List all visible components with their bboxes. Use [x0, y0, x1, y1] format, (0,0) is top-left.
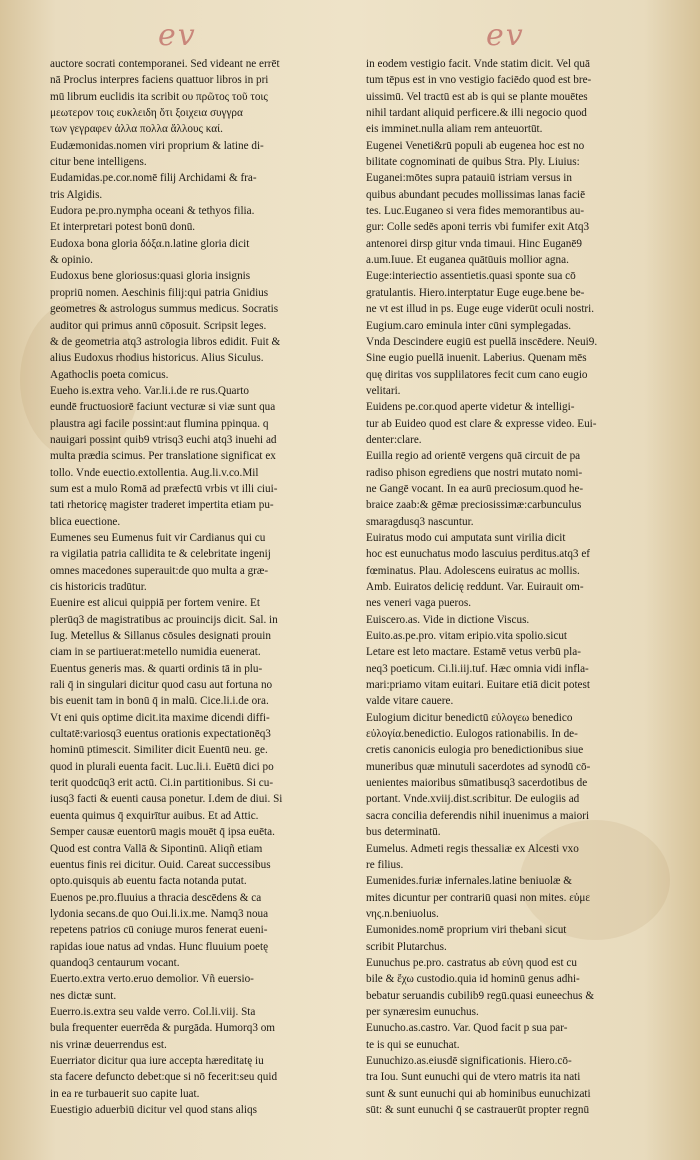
text-line: tum tēpus est in vno vestigio faciēdo quod est bre-: [366, 74, 592, 87]
text-line: Eunuchus pe.pro. castratus ab εὐνη quod est cu: [366, 956, 577, 969]
text-line: mari:priamo vitam euitari. Euitare etiā dicit potest: [366, 679, 590, 692]
text-line: nes veneri vaga pueros.: [366, 597, 471, 610]
header-left-mark: ev: [158, 18, 197, 53]
text-line: rali q̄ in singulari dicitur quod casu aut fortuna no: [50, 679, 273, 692]
text-line: citur bene intelligens.: [50, 156, 147, 169]
text-line: muneribus quæ minutuli sacerdotes ad synodū cō-: [366, 760, 591, 773]
text-line: sunt & sunt eunuchi qui ab hominibus eunuchizati: [366, 1087, 591, 1100]
text-line: Euenos pe.pro.fluuius a thracia descēdens & ca: [50, 891, 262, 904]
text-line: Euilla regio ad orientē vergens quā circuit de pa: [366, 450, 581, 463]
text-line: Eudæmonidas.nomen viri proprium & latine di-: [50, 139, 264, 152]
text-line: Eueho is.extra veho. Var.li.i.de re rus.Quarto: [50, 384, 249, 397]
text-line: Sine eugio puellā inuenit. Laberius. Quenam mēs: [366, 352, 587, 365]
text-line: Euiscero.as. Vide in dictione Viscus.: [366, 613, 530, 626]
text-line: nis vrinæ deuerrendus est.: [50, 1038, 167, 1051]
text-line: eundē fructuosiorē faciunt vecturæ si viæ sunt qua: [50, 401, 276, 414]
text-line: mites dicuntur per contrariū quasi non mites. εὐμε: [366, 891, 591, 904]
text-line: Vt eni quis optime dicit.ita maxime dicendi diffi-: [50, 711, 270, 724]
text-line: Eumenes seu Eumenus fuit vir Cardianus qui cu: [50, 531, 266, 544]
text-line: bilitate cognominati de quibus Stra. Ply. Liuius:: [366, 156, 580, 169]
text-line: ne vt est illud in ps. Euge euge viderūt oculi nostri.: [366, 303, 595, 316]
text-line: portant. Vnde.xviij.dist.scribitur. De eulogiis ad: [366, 793, 580, 806]
text-line: Quod est contra Vallā & Sipontinū. Aliqñ etiam: [50, 842, 263, 855]
text-line: scribit Plutarchus.: [366, 940, 447, 953]
text-line: Iug. Metellus & Sillanus cōsules designati prouin: [50, 630, 271, 643]
text-line: geometres & astrologus summus medicus. Socratis: [50, 303, 279, 316]
text-line: per synæresim eunuchus.: [366, 1005, 479, 1018]
text-line: sūt: & sunt eunuchi q̄ se castrauerūt propter regnū: [366, 1104, 590, 1116]
text-line: Euerriator dicitur qua iure accepta hæreditatę iu: [50, 1054, 264, 1067]
text-line: braice zaab:& gēmæ preciosissimæ:carbunculus: [366, 499, 582, 512]
text-line: μεωτερον τοις ευκλειδη ὅτι ξοιχεια συγγρα: [50, 107, 243, 120]
text-line: bus determinatū.: [366, 826, 441, 839]
text-line: nihil tardant aliquid perficere.& illi negocio quod: [366, 107, 587, 120]
text-line: neq3 poeticum. Ci.li.iij.tuf. Hæc omnia vidi infla-: [366, 662, 589, 675]
text-line: & opinio.: [50, 254, 93, 267]
text-line: bebatur seruandis cubilib9 regū.quasi euneechus &: [366, 989, 595, 1002]
text-line: omnes macedones superauit:de quo multa a græ-: [50, 564, 269, 577]
text-line: tati rhetoricę magister traderet impertita etiam pu-: [50, 499, 274, 512]
text-line: re filius.: [366, 858, 404, 871]
header-right-mark: ev: [486, 18, 525, 53]
text-line: Eugenei Veneti&rū populi ab eugenea hoc est no: [366, 139, 585, 152]
text-line: tris Algidis.: [50, 188, 103, 201]
text-line: fœminatus. Plau. Adolescens euiratus ac mollis.: [366, 564, 580, 577]
text-line: Agathoclis poeta comicus.: [50, 368, 169, 381]
text-line: uissimū. Vel tractū est ab is qui se plante mouētes: [366, 90, 588, 103]
text-line: plerūq3 de magistratibus ac prouincijs dicit. Sal. in: [50, 613, 278, 626]
text-line: gur: Colle sedēs aponi terris vbi fumifer exit Atq3: [366, 221, 590, 234]
text-line: nes dictæ sunt.: [50, 989, 117, 1002]
text-line: propriū nomen. Aeschinis filij:qui patria Gnidius: [50, 286, 269, 299]
text-line: Eugium.caro eminula inter cūni symplegadas.: [366, 319, 572, 332]
text-line: plaustra agi facile possint:aut flumina ppinqua. q: [50, 417, 269, 430]
text-line: Eunuchizo.as.eiusdē significationis. Hiero.cō-: [366, 1054, 572, 1067]
text-line: bis euenit tam in bonū q̄ in malū. Cice.li.i.de ora.: [50, 695, 269, 708]
text-line: opto.quisquis ab euentu facta notanda putat.: [50, 875, 247, 888]
text-line: των γεγραφεν ἀλλα πολλα ἄλλους καί.: [50, 123, 223, 136]
text-line: radiso phison egrediens que nostri mutato nomi-: [366, 466, 583, 479]
text-line: Euenire est alicui quippiā per fortem venire. Et: [50, 597, 260, 610]
text-line: blica euectione.: [50, 515, 121, 528]
left-text-column: [50, 56, 352, 1118]
text-line: ciam in se partiuerat:metello numidia euenerat.: [50, 646, 261, 659]
text-line: in eodem vestigio facit. Vnde statim dicit. Vel quā: [366, 58, 590, 70]
text-line: Eudamidas.pe.cor.nomē filij Archidami & fra-: [50, 172, 257, 185]
text-line: Eumelus. Admeti regis thessaliæ ex Alcesti vxo: [366, 842, 579, 855]
text-line: ra vigilatia patria callidita te & celebritate ingenij: [50, 548, 271, 561]
text-line: nauigari possint quib9 vtrisq3 euchi atq3 inuehi ad: [50, 433, 277, 446]
right-text-column: [366, 56, 668, 1118]
text-line: sum est a mulo Romā ad præfectū vrbis vt illi ciui-: [50, 482, 278, 495]
text-line: tur ab Euideo quod est clare & expresse video. Eui-: [366, 417, 597, 430]
text-line: iusq3 facti & euenti causa ponetur. I.dem de diui. Si: [50, 793, 283, 806]
text-line: tollo. Vnde euectio.extollentia. Aug.li.v.co.Mil: [50, 466, 259, 479]
text-line: cultatē:variosq3 euentus orationis expectationēq3: [50, 728, 271, 741]
text-line: Euganei:mōtes supra patauiū istriam versus in: [366, 172, 572, 185]
text-line: uenientes maioribus sūmatibusq3 sacerdotibus de: [366, 777, 588, 790]
text-line: cretis canonicis eulogia pro benedictionibus siue: [366, 744, 584, 757]
text-line: sacra concilia deferendis nihil inuenimus a maiori: [366, 809, 590, 822]
text-line: Eunucho.as.castro. Var. Quod facit p sua par-: [366, 1022, 568, 1035]
text-line: repetens patrios cū coniuge muros fenerat eueni-: [50, 924, 268, 937]
text-line: Euerro.is.extra seu valde verro. Col.li.viij. Sta: [50, 1005, 256, 1018]
text-line: hoc est eunuchatus modo lascuius perditus.atq3 ef: [366, 548, 591, 561]
text-line: lydonia secans.de quo Oui.li.ix.me. Namq3 noua: [50, 907, 269, 920]
text-line: quę diritas vos supplilatores fecit cum cano eugio: [366, 368, 588, 381]
text-line: euenta quimus q̄ exquirītur auibus. Et ad Attic.: [50, 809, 259, 822]
text-line: in ea re turbauerit suo capite luat.: [50, 1087, 200, 1100]
text-line: Euiratus modo cui amputata sunt virilia dicit: [366, 531, 566, 544]
text-line: Semper causæ euentorū magis mouēt q̄ ipsa euēta.: [50, 826, 275, 839]
text-line: tra Iou. Sunt eunuchi qui de vtero matris ita nati: [366, 1071, 581, 1084]
text-line: quod in plurali euenta facit. Luc.li.i. Euētū dici po: [50, 760, 274, 773]
text-line: tes. Luc.Euganeo si vera fides memorantibus au-: [366, 205, 585, 218]
text-line: Letare est leto mactare. Estamē vetus verbū pla-: [366, 646, 581, 659]
text-line: gratulantis. Hiero.interptatur Euge euge.bene be-: [366, 286, 585, 299]
text-line: terit quodcūq3 erit actū. Ci.in partitionibus. Si cu-: [50, 777, 274, 790]
text-line: sta facere defuncto debet:que si nō fecerit:seu quid: [50, 1071, 278, 1084]
text-line: Amb. Euiratos delicię reddunt. Var. Euirauit om-: [366, 581, 584, 593]
text-line: Et interpretari potest bonū donū.: [50, 221, 196, 234]
text-line: te is qui se eunuchat.: [366, 1038, 460, 1051]
text-line: Euerto.extra verto.eruo demolior. Vñ euersio-: [50, 973, 254, 986]
text-line: mū librum euclidis ita scribit ου πρῶτος τοῦ τοις: [50, 90, 268, 103]
text-line: hominū ptimescit. Similiter dicit Euentū neu. ge.: [50, 744, 268, 757]
text-line: & de geometria atq3 astrologia libros edidit. Fuit &: [50, 335, 281, 348]
text-line: euentus finis rei dicitur. Ouid. Careat successibus: [50, 858, 271, 871]
text-line: Eudoxus bene gloriosus:quasi gloria insignis: [50, 270, 251, 283]
text-line: smaragdusq3 nascuntur.: [366, 515, 474, 528]
text-line: Euidens pe.cor.quod aperte videtur & intelligi-: [366, 401, 575, 414]
text-line: alius Eudoxus rhodius historicus. Alius Siculus.: [50, 352, 264, 365]
text-line: Euentus generis mas. & quarti ordinis tā in plu-: [50, 662, 263, 675]
text-line: rapidas ioue natus ad vndas. Hunc fluuium poetę: [50, 940, 269, 953]
text-line: Euestigio aduerbiū dicitur vel quod stans aliqs: [50, 1104, 257, 1116]
text-line: νης.n.beniuolus.: [366, 907, 439, 920]
text-line: Eudoxa bona gloria δόξα.n.latine gloria dicit: [50, 237, 250, 250]
text-line: a.um.Iuue. Et euganea quātūuis mollior agna.: [366, 254, 569, 267]
text-line: Eumenides.furiæ infernales.latine beniuolæ &: [366, 875, 572, 888]
text-line: Vnda Descindere eugiū est puellā inscēdere. Neui9.: [366, 335, 598, 348]
text-line: auctore socrati contemporanei. Sed videant ne errēt: [50, 58, 280, 70]
text-line: eis imminet.nulla aliam rem anteuortūt.: [366, 123, 543, 136]
text-line: Euito.as.pe.pro. vitam eripio.vita spolio.sicut: [366, 630, 568, 643]
text-line: multa prædia scimus. Per translatione significat ex: [50, 450, 276, 463]
text-line: Eumonides.nomē proprium viri thebani sicut: [366, 924, 567, 937]
text-line: ne Gangē vocant. In ea aurū preciosum.quod he-: [366, 482, 584, 495]
text-line: denter:clare.: [366, 433, 422, 446]
text-line: bula frequenter euerrēda & purgāda. Humorq3 om: [50, 1022, 276, 1035]
text-line: velitari.: [366, 384, 401, 397]
text-line: Eulogium dicitur benedictū εὐλογεω benedico: [366, 711, 573, 724]
text-line: Eudora pe.pro.nympha oceani & tethyos filia.: [50, 205, 255, 218]
text-line: cis historicis tradūtur.: [50, 581, 147, 593]
text-line: nā Proclus interpres faciens quattuor libros in pri: [50, 74, 269, 87]
text-line: εὐλογία.benedictio. Eulogos rationabilis. In de-: [366, 728, 578, 741]
text-line: quandoq3 centaurum vocant.: [50, 956, 180, 969]
text-line: valde vitare cauere.: [366, 695, 454, 708]
text-line: bile & ἔχω custodio.quia id hominū genus adhi-: [366, 973, 580, 986]
text-line: quibus abundant pecudes mollissimas lanas faciē: [366, 188, 586, 201]
text-line: antenorei dirsp gitur vnda timaui. Hinc Euganē9: [366, 237, 582, 250]
text-line: auditor qui primus annū cōposuit. Scripsit leges.: [50, 319, 267, 332]
text-line: Euge:interiectio assentietis.quasi sponte sua cō: [366, 270, 576, 283]
